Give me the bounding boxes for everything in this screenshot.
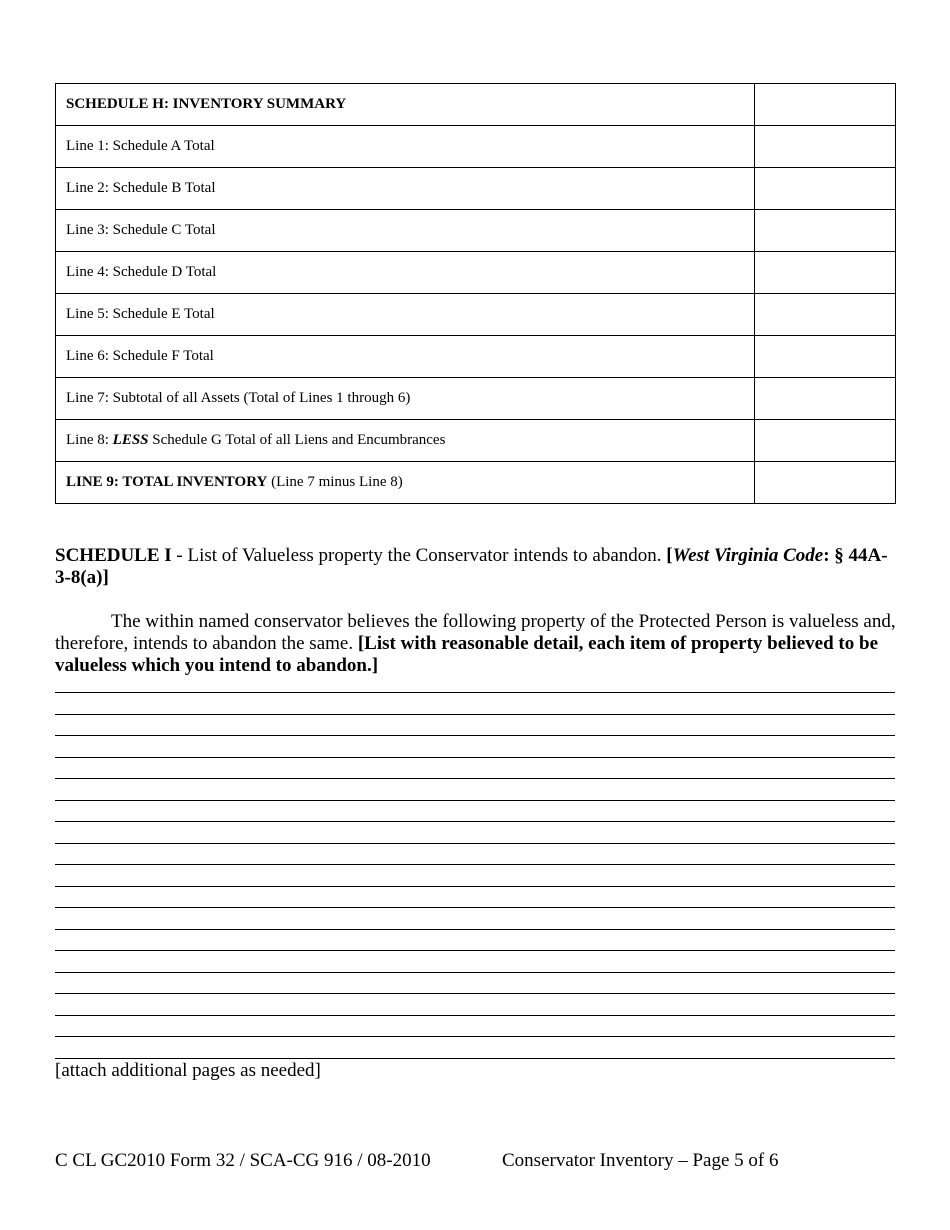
line-8-label xyxy=(56,420,755,462)
line-label: Line 5: Schedule E Total xyxy=(56,294,755,336)
line-8-prefix: Line 8: xyxy=(66,432,113,448)
line-label: Line 7: Subtotal of all Assets (Total of Lines 1 through 6) xyxy=(56,378,755,420)
inventory-summary-table xyxy=(55,83,896,504)
blank-line[interactable] xyxy=(55,843,895,844)
line-9-title: LINE 9: TOTAL INVENTORY xyxy=(66,474,268,490)
blank-line[interactable] xyxy=(55,993,895,994)
line-value-cell[interactable] xyxy=(755,294,896,336)
schedule-i-heading xyxy=(55,545,897,589)
line-value-cell[interactable] xyxy=(755,378,896,420)
line-value-cell[interactable] xyxy=(755,252,896,294)
line-label: Line 3: Schedule C Total xyxy=(56,210,755,252)
line-9-rest: (Line 7 minus Line 8) xyxy=(267,474,403,490)
line-value-cell[interactable] xyxy=(755,126,896,168)
schedule-i-title: SCHEDULE I xyxy=(55,545,172,566)
table-row xyxy=(56,126,896,168)
blank-line[interactable] xyxy=(55,1036,895,1037)
line-value-cell[interactable] xyxy=(755,168,896,210)
blank-line[interactable] xyxy=(55,929,895,930)
line-label: Line 4: Schedule D Total xyxy=(56,252,755,294)
table-row xyxy=(56,336,896,378)
line-label: Line 6: Schedule F Total xyxy=(56,336,755,378)
blank-line[interactable] xyxy=(55,864,895,865)
schedule-i-cite-rest: : § 44A-3-8(a)] xyxy=(55,545,888,588)
table-row xyxy=(56,168,896,210)
blank-line[interactable] xyxy=(55,714,895,715)
blank-line[interactable] xyxy=(55,735,895,736)
summary-header: SCHEDULE H: INVENTORY SUMMARY xyxy=(56,84,755,126)
blank-line[interactable] xyxy=(55,886,895,887)
paragraph-instruction: [List with reasonable detail, each item of property believed to be valueless which you intend to abandon.] xyxy=(55,633,878,676)
table-row-line-9 xyxy=(56,462,896,504)
paragraph-text: The within named conservator believes the following property of the Protected Person is valueless and, therefore, intends to abandon the same. xyxy=(55,611,896,654)
line-9-value-cell[interactable] xyxy=(755,462,896,504)
blank-line[interactable] xyxy=(55,757,895,758)
blank-line[interactable] xyxy=(55,907,895,908)
blank-line[interactable] xyxy=(55,800,895,801)
summary-header-row xyxy=(56,84,896,126)
schedule-i-cite-code: West Virginia Code xyxy=(672,545,824,566)
line-label: Line 2: Schedule B Total xyxy=(56,168,755,210)
schedule-i-cite-open: [ xyxy=(666,545,673,566)
blank-line[interactable] xyxy=(55,950,895,951)
table-row xyxy=(56,252,896,294)
footer-page-label: Conservator Inventory – Page 5 of 6 xyxy=(502,1150,779,1171)
line-value-cell[interactable] xyxy=(755,336,896,378)
attach-note: [attach additional pages as needed] xyxy=(55,1060,321,1081)
blank-line[interactable] xyxy=(55,1015,895,1016)
blank-line[interactable] xyxy=(55,692,895,693)
line-8-value-cell[interactable] xyxy=(755,420,896,462)
line-8-less: LESS xyxy=(112,432,149,448)
table-row xyxy=(56,294,896,336)
table-row xyxy=(56,210,896,252)
abandon-paragraph xyxy=(55,611,897,677)
table-row-line-8 xyxy=(56,420,896,462)
blank-line[interactable] xyxy=(55,821,895,822)
footer-form-id: C CL GC2010 Form 32 / SCA-CG 916 / 08-2010 xyxy=(55,1150,431,1171)
blank-line[interactable] xyxy=(55,778,895,779)
table-row xyxy=(56,378,896,420)
line-8-rest: Schedule G Total of all Liens and Encumbrances xyxy=(148,432,446,448)
blank-line[interactable] xyxy=(55,1058,895,1059)
line-value-cell[interactable] xyxy=(755,210,896,252)
line-label: Line 1: Schedule A Total xyxy=(56,126,755,168)
blank-line[interactable] xyxy=(55,972,895,973)
summary-header-value-cell[interactable] xyxy=(755,84,896,126)
line-9-label xyxy=(56,462,755,504)
blank-lines xyxy=(55,692,895,1079)
schedule-i-text: - List of Valueless property the Conservator intends to abandon. xyxy=(171,545,667,566)
